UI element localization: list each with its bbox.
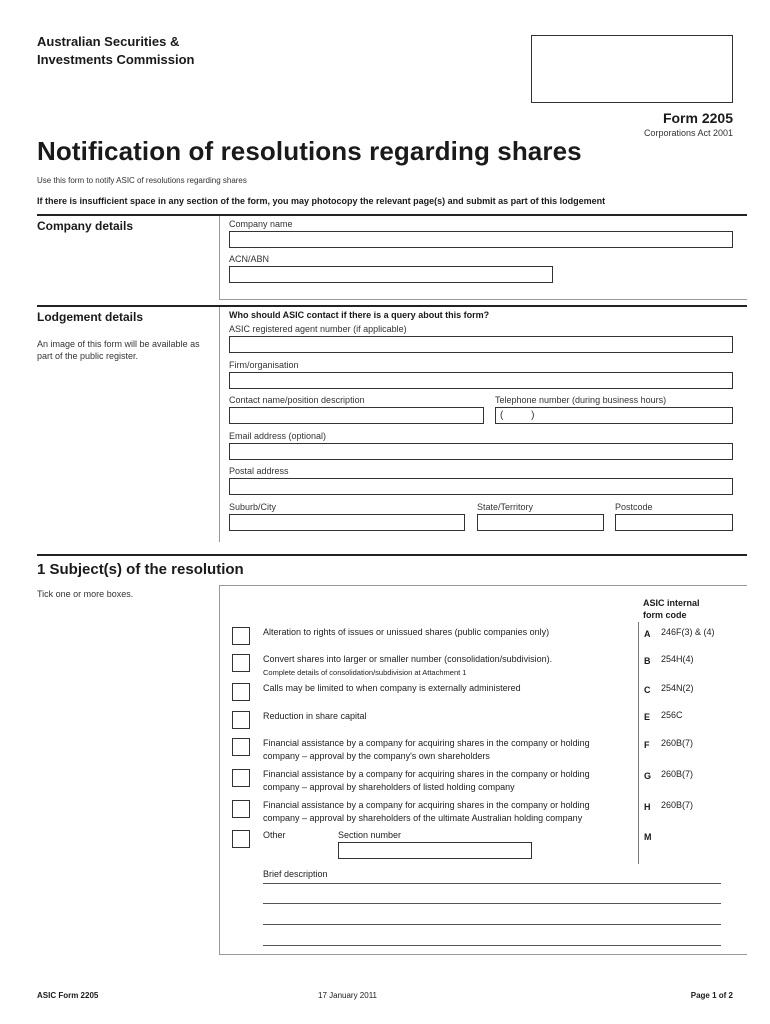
form-code-header	[643, 597, 700, 621]
option-e-letter: E	[644, 712, 651, 722]
brief-description-label: Brief description	[263, 869, 328, 879]
company-details-heading: Company details	[37, 219, 134, 233]
option-b-subtext: Complete details of consolidation/subdivision at Attachment 1	[263, 668, 467, 677]
section-top-rule	[219, 585, 747, 586]
checkbox-option-g[interactable]	[232, 769, 250, 787]
area-code-brackets: ( )	[500, 410, 535, 421]
description-line-3[interactable]	[263, 924, 721, 925]
agent-number-field[interactable]	[229, 336, 733, 353]
postcode-label: Postcode	[615, 502, 653, 512]
firm-field[interactable]	[229, 372, 733, 389]
section-number-label: Section number	[338, 830, 402, 840]
acn-field[interactable]	[229, 266, 553, 283]
checkbox-option-a[interactable]	[232, 627, 250, 645]
description-line-4[interactable]	[263, 945, 721, 946]
checkbox-option-other[interactable]	[232, 830, 250, 848]
state-label: State/Territory	[477, 502, 534, 512]
description-line-1[interactable]	[263, 883, 721, 884]
section-divider	[219, 585, 220, 955]
insufficient-space-note: If there is insufficient space in any section of the form, you may photocopy the relevant page(s) and submit as part of this lodgement	[37, 196, 606, 206]
option-a-letter: A	[644, 629, 651, 639]
form-code-header-line1: ASIC internal	[643, 598, 700, 608]
option-g-text: Financial assistance by a company for acquiring shares in the company or holding	[263, 769, 590, 779]
other-label: Other	[263, 830, 286, 840]
postal-address-label: Postal address	[229, 466, 289, 476]
agent-number-label: ASIC registered agent number (if applicable)	[229, 324, 407, 334]
option-e-text: Reduction in share capital	[263, 711, 367, 721]
postal-address-field[interactable]	[229, 478, 733, 495]
option-b-text: Convert shares into larger or smaller number (consolidation/subdivision).	[263, 654, 553, 664]
footer-form-id: ASIC Form 2205	[37, 991, 99, 1000]
footer-date: 17 January 2011	[318, 991, 378, 1000]
option-h-code: 260B(7)	[661, 800, 694, 810]
code-column-divider	[638, 622, 639, 864]
postcode-field[interactable]	[615, 514, 733, 531]
option-h-text: Financial assistance by a company for acquiring shares in the company or holding	[263, 800, 590, 810]
section-rule	[37, 214, 747, 216]
intro-text: Use this form to notify ASIC of resolutions regarding shares	[37, 176, 247, 185]
option-a-code: 246F(3) & (4)	[661, 627, 715, 637]
email-field[interactable]	[229, 443, 733, 460]
option-c-code: 254N(2)	[661, 683, 694, 693]
checkbox-option-b[interactable]	[232, 654, 250, 672]
option-g-letter: G	[644, 771, 652, 781]
option-e-code: 256C	[661, 710, 683, 720]
acn-label: ACN/ABN	[229, 254, 270, 264]
company-name-field[interactable]	[229, 231, 733, 248]
act-reference: Corporations Act 2001	[643, 128, 733, 138]
tick-instruction: Tick one or more boxes.	[37, 589, 134, 599]
company-name-label: Company name	[229, 219, 293, 229]
telephone-label: Telephone number (during business hours)	[495, 395, 667, 405]
section-1-heading: 1 Subject(s) of the resolution	[37, 561, 244, 578]
office-use-stamp-box	[531, 35, 733, 103]
suburb-field[interactable]	[229, 514, 465, 531]
public-register-note: An image of this form will be available as part of the public register.	[37, 339, 200, 361]
section-rule	[37, 554, 747, 556]
checkbox-option-c[interactable]	[232, 683, 250, 701]
lodgement-details-heading: Lodgement details	[37, 310, 144, 324]
option-f-text-line2: company – approval by the company's own shareholders	[263, 751, 490, 761]
page-title: Notification of resolutions regarding shares	[37, 136, 582, 166]
option-a-text: Alteration to rights of issues or unissued shares (public companies only)	[263, 627, 550, 637]
org-line-2: Investments Commission	[37, 52, 195, 67]
option-other-letter: M	[644, 832, 652, 842]
description-line-2[interactable]	[263, 903, 721, 904]
org-line-1: Australian Securities &	[37, 34, 180, 49]
contact-question: Who should ASIC contact if there is a query about this form?	[229, 310, 490, 320]
option-c-text: Calls may be limited to when company is externally administered	[263, 683, 521, 693]
option-b-code: 254H(4)	[661, 654, 694, 664]
telephone-field[interactable]	[495, 407, 733, 424]
suburb-label: Suburb/City	[229, 502, 277, 512]
contact-name-field[interactable]	[229, 407, 484, 424]
checkbox-option-h[interactable]	[232, 800, 250, 818]
email-label: Email address (optional)	[229, 431, 327, 441]
option-h-letter: H	[644, 802, 651, 812]
section-end-rule	[219, 299, 747, 300]
section-rule	[37, 305, 747, 307]
contact-name-label: Contact name/position description	[229, 395, 365, 405]
section-divider	[219, 216, 220, 300]
section-divider	[219, 307, 220, 542]
option-b-letter: B	[644, 656, 651, 666]
section-bottom-rule	[219, 954, 747, 955]
option-f-text: Financial assistance by a company for acquiring shares in the company or holding	[263, 738, 590, 748]
option-g-text-line2: company – approval by shareholders of listed holding company	[263, 782, 515, 792]
form-number: Form 2205	[662, 110, 733, 126]
option-c-letter: C	[644, 685, 651, 695]
section-number-field[interactable]	[338, 842, 532, 859]
option-f-letter: F	[644, 740, 650, 750]
footer-page-number: Page 1 of 2	[690, 991, 733, 1000]
checkbox-option-e[interactable]	[232, 711, 250, 729]
option-g-code: 260B(7)	[661, 769, 694, 779]
checkbox-option-f[interactable]	[232, 738, 250, 756]
state-field[interactable]	[477, 514, 604, 531]
form-code-header-line2: form code	[643, 610, 687, 620]
organisation-name	[37, 33, 277, 69]
firm-label: Firm/organisation	[229, 360, 299, 370]
option-h-text-line2: company – approval by shareholders of the ultimate Australian holding company	[263, 813, 583, 823]
option-f-code: 260B(7)	[661, 738, 694, 748]
